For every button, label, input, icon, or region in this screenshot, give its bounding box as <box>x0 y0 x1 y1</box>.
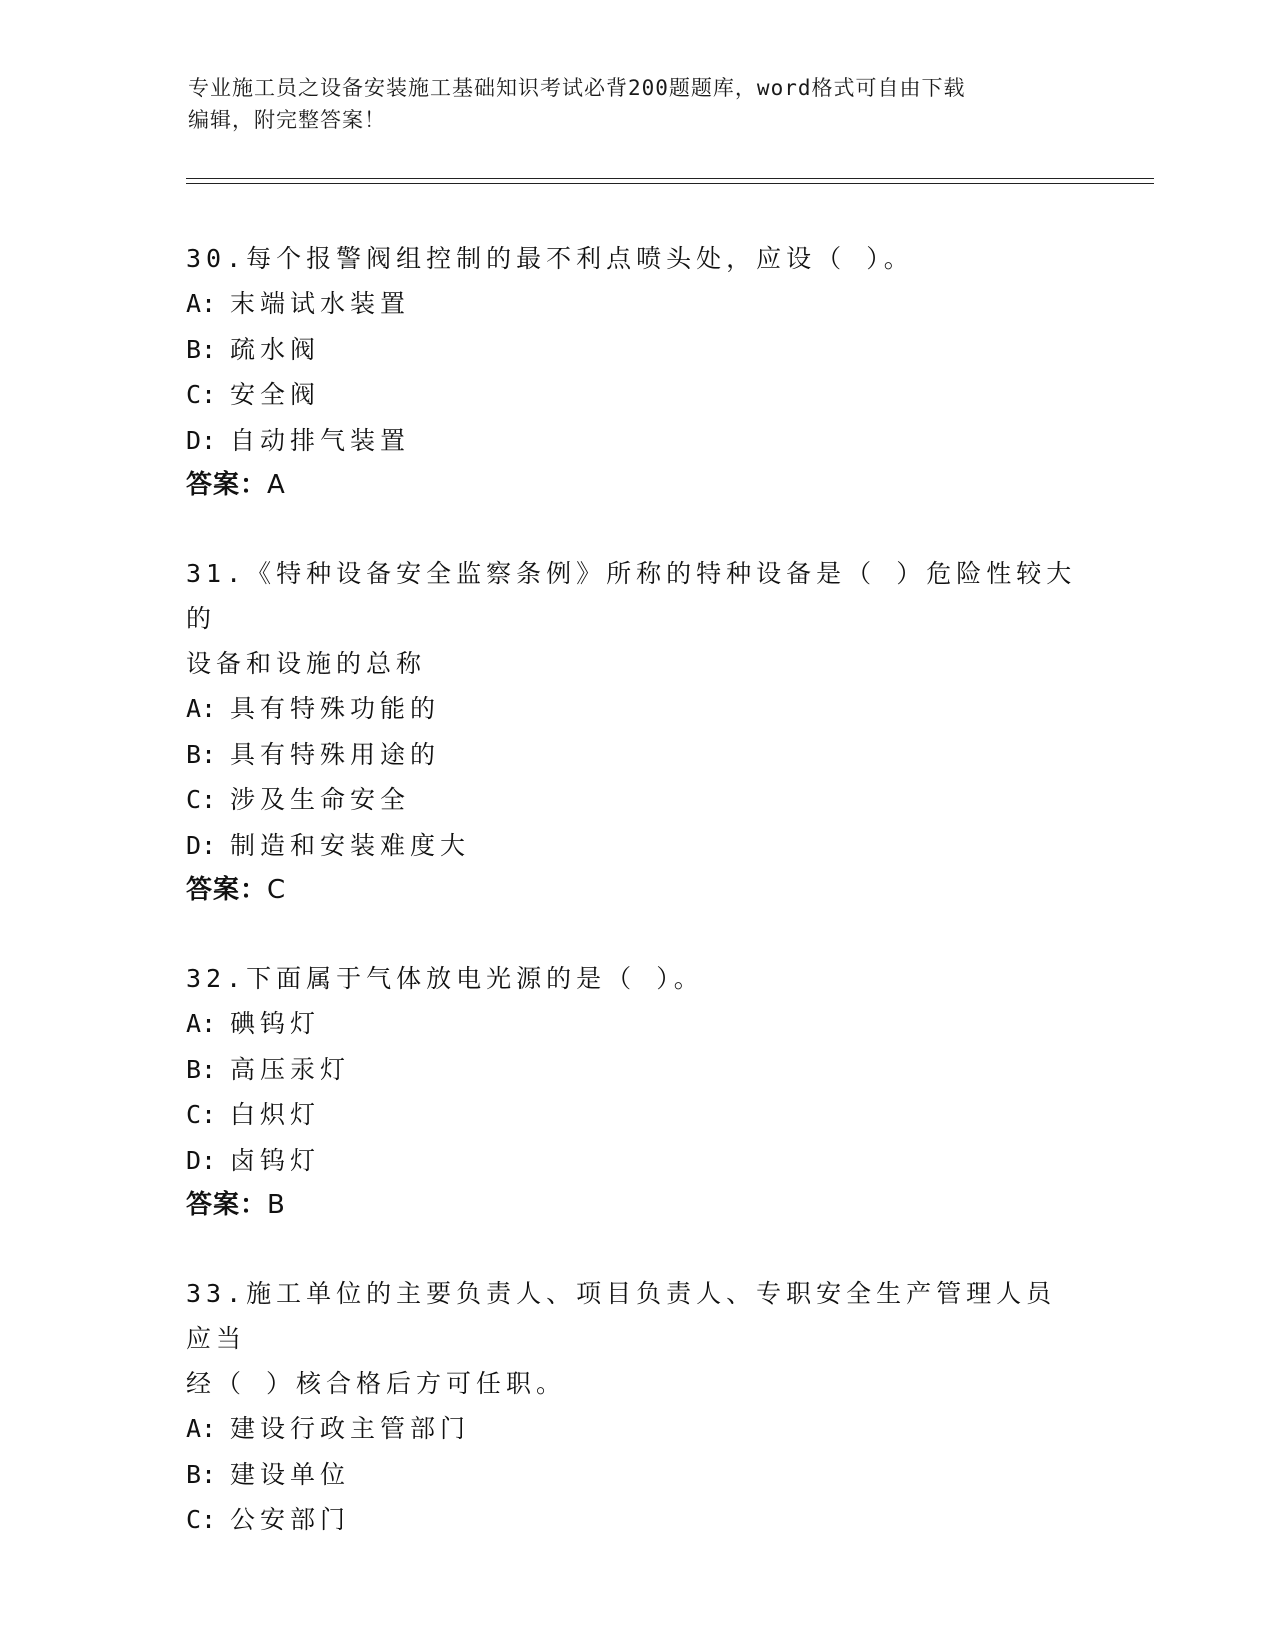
option-letter: D: <box>186 425 217 455</box>
option-letter: B: <box>186 739 217 769</box>
option-b <box>186 327 1086 373</box>
option-a <box>186 1001 1086 1047</box>
question-stem: 31.《特种设备安全监察条例》所称的特种设备是（ ）危险性较大的 <box>186 559 1077 633</box>
option-a <box>186 1406 1086 1452</box>
option-letter: B: <box>186 1054 217 1084</box>
option-c <box>186 1497 1086 1543</box>
option-c <box>186 1092 1086 1138</box>
option-text: 建设单位 <box>230 1459 351 1489</box>
option-text: 碘钨灯 <box>230 1009 321 1038</box>
option-letter: C: <box>186 785 217 814</box>
option-letter: A: <box>186 289 217 318</box>
answer-line <box>186 1183 1086 1227</box>
option-letter: A: <box>186 694 217 723</box>
header-divider-bottom <box>186 183 1154 184</box>
option-text: 具有特殊功能的 <box>230 694 441 723</box>
question-stem: 32.下面属于气体放电光源的是（ ）。 <box>186 964 704 993</box>
question-30 <box>186 236 1086 507</box>
option-text: 高压汞灯 <box>230 1054 351 1084</box>
option-b <box>186 732 1086 778</box>
option-text: 制造和安装难度大 <box>230 830 471 860</box>
question-32 <box>186 956 1086 1227</box>
question-list <box>186 236 1086 1587</box>
option-text: 公安部门 <box>230 1505 351 1534</box>
answer-value: C <box>267 875 287 905</box>
option-letter: D: <box>186 1145 217 1175</box>
option-text: 涉及生命安全 <box>230 785 411 814</box>
header-line-2: 编辑，附完整答案！ <box>188 108 386 132</box>
option-d <box>186 418 1086 464</box>
answer-line <box>186 868 1086 912</box>
question-stem: 30.每个报警阀组控制的最不利点喷头处，应设（ ）。 <box>186 244 914 273</box>
answer-label: 答案： <box>186 1190 268 1220</box>
option-text: 自动排气装置 <box>230 425 411 455</box>
option-d <box>186 823 1086 869</box>
question-stem: 33.施工单位的主要负责人、项目负责人、专职安全生产管理人员应当 <box>186 1279 1057 1353</box>
document-header <box>188 72 1068 136</box>
question-33 <box>186 1271 1086 1543</box>
option-b <box>186 1452 1086 1498</box>
option-text: 卤钨灯 <box>230 1145 321 1175</box>
option-c <box>186 777 1086 823</box>
option-d <box>186 1138 1086 1184</box>
option-a <box>186 281 1086 327</box>
option-letter: A: <box>186 1009 217 1038</box>
answer-value: B <box>267 1190 286 1220</box>
question-stem-continued: 设备和设施的总称 <box>186 649 427 678</box>
question-31 <box>186 551 1086 912</box>
option-letter: B: <box>186 1459 217 1489</box>
option-text: 具有特殊用途的 <box>230 739 441 769</box>
option-letter: A: <box>186 1414 217 1443</box>
option-letter: C: <box>186 1100 217 1129</box>
option-letter: C: <box>186 1505 217 1534</box>
option-text: 末端试水装置 <box>230 289 411 318</box>
question-stem-continued: 经（ ）核合格后方可任职。 <box>186 1369 567 1398</box>
option-text: 建设行政主管部门 <box>230 1414 471 1443</box>
answer-label: 答案： <box>186 470 268 500</box>
option-text: 白炽灯 <box>230 1100 321 1129</box>
option-b <box>186 1047 1086 1093</box>
option-c <box>186 372 1086 418</box>
answer-label: 答案： <box>186 875 268 905</box>
option-a <box>186 686 1086 732</box>
header-line-1: 专业施工员之设备安装施工基础知识考试必背200题题库，word格式可自由下载 <box>188 76 966 100</box>
option-letter: B: <box>186 334 217 364</box>
header-divider-top <box>186 178 1154 179</box>
answer-line <box>186 463 1086 507</box>
option-letter: C: <box>186 380 217 409</box>
option-letter: D: <box>186 830 217 860</box>
option-text: 疏水阀 <box>230 334 321 364</box>
option-text: 安全阀 <box>230 380 321 409</box>
answer-value: A <box>267 470 286 500</box>
